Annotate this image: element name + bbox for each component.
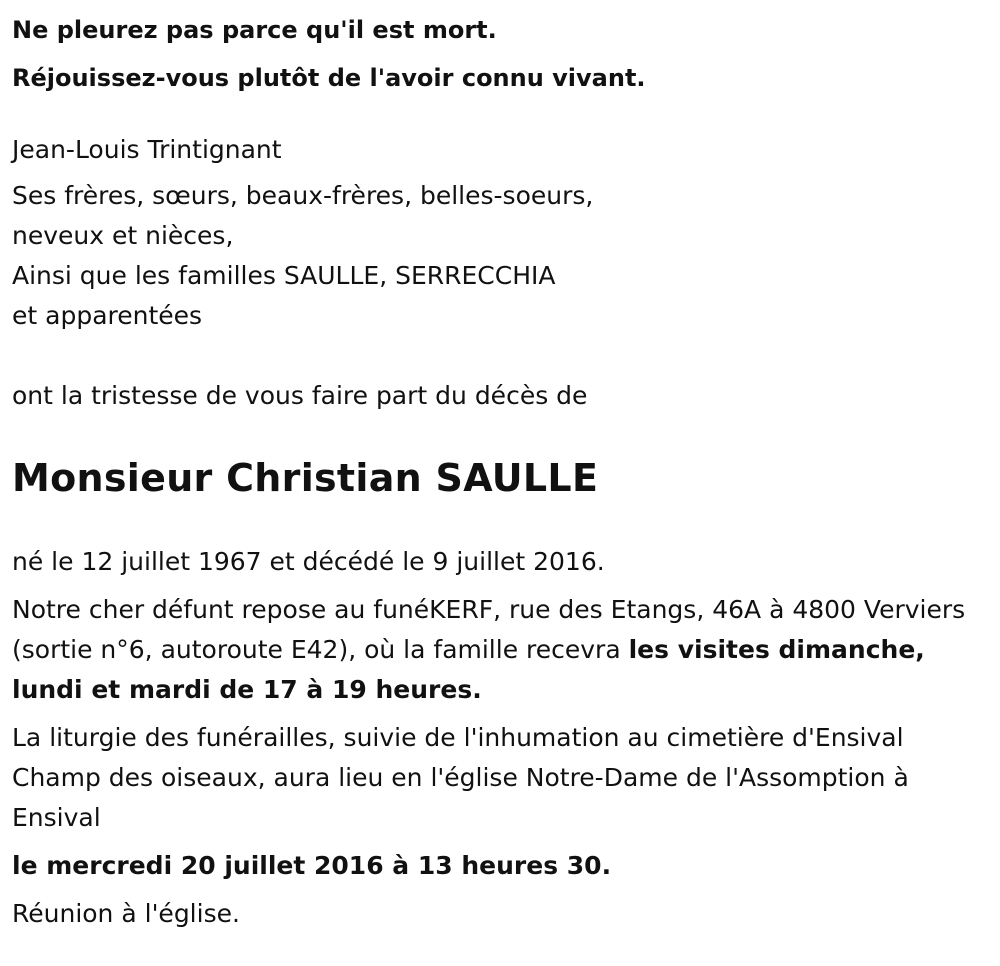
visiting-hours: les visites dimanche, lundi et mardi de 17 à 19 heures. — [12, 635, 925, 704]
family-line: et apparentées — [12, 301, 203, 330]
liturgy-paragraph: La liturgie des funérailles, suivie de l'inhumation au cimetière d'Ensival Champ des oiseaux, aura lieu en l'église Notre-Dame de l'Assomption à Ensival — [12, 723, 909, 832]
deceased-name: Monsieur Christian SAULLE — [12, 456, 599, 500]
repose-paragraph — [12, 590, 988, 710]
ceremony-time: le mercredi 20 juillet 2016 à 13 heures 30. — [12, 851, 612, 880]
family-line: Ainsi que les familles SAULLE, SERRECCHIA — [12, 261, 556, 290]
repose-text: Notre cher défunt repose au funéKERF, rue des Etangs, 46A à 4800 Verviers (sortie n°6, autoroute E42), où la famille recevra — [12, 595, 966, 664]
quote-line-2: Réjouissez-vous plutôt de l'avoir connu vivant. — [12, 64, 646, 92]
quote-line-1: Ne pleurez pas parce qu'il est mort. — [12, 16, 497, 44]
family-line: Ses frères, sœurs, beaux-frères, belles-soeurs, — [12, 181, 594, 210]
meeting-note: Réunion à l'église. — [12, 899, 240, 928]
birth-death-dates: né le 12 juillet 1967 et décédé le 9 juillet 2016. — [12, 547, 605, 576]
announcement: ont la tristesse de vous faire part du décès de — [12, 381, 588, 410]
family-block — [12, 176, 988, 336]
family-line: neveux et nièces, — [12, 221, 234, 250]
quote-author: Jean-Louis Trintignant — [12, 135, 282, 164]
